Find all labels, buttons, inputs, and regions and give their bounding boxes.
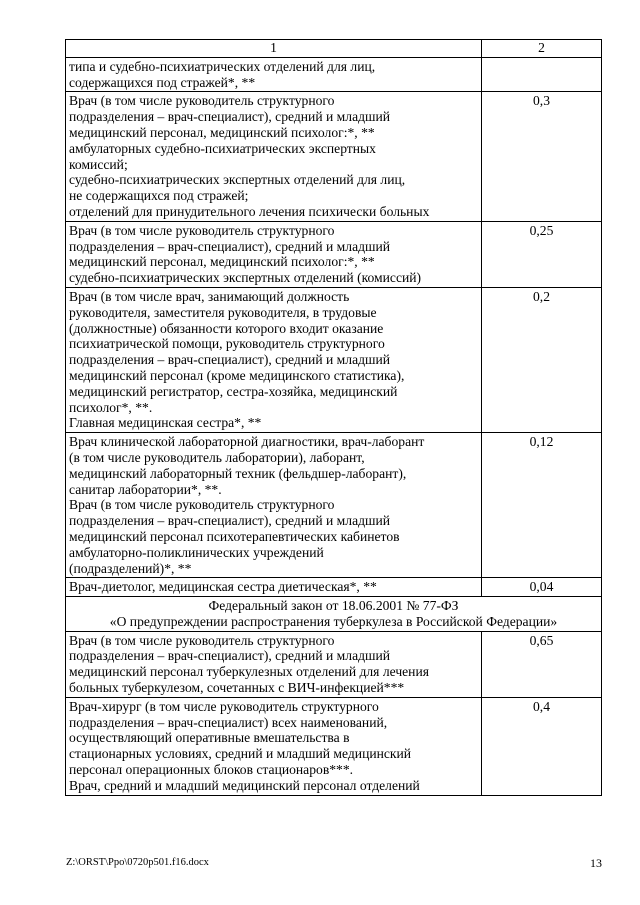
coefficient-cell: 0,12 [482, 433, 602, 578]
position-description-line: типа и судебно-психиатрических отделений для лиц, [69, 58, 376, 74]
position-description-line: Врач (в том числе руководитель структурного [69, 632, 335, 648]
position-description-line: подразделения – врач-специалист), средний и младший [69, 648, 391, 664]
position-description-line: санитар лаборатории*, **. [69, 481, 222, 497]
table-row [66, 92, 602, 221]
footer-file-path: Z:\ORST\Ppo\0720p501.f16.docx [66, 857, 209, 868]
law-heading-row [66, 597, 602, 632]
column-header-2: 2 [482, 40, 602, 58]
position-description-line: медицинский персонал (кроме медицинского статистика), [69, 367, 405, 383]
table-row [66, 287, 602, 432]
position-description-line: Врач (в том числе руководитель структурного [69, 93, 335, 109]
position-description-line: психиатрической помощи, руководитель структурного [69, 336, 385, 352]
table-row [66, 221, 602, 287]
position-description-cell [66, 578, 482, 597]
footer-page-number: 13 [590, 856, 602, 870]
table-row [66, 57, 602, 92]
position-description-line: медицинский персонал туберкулезных отделений для лечения [69, 664, 429, 680]
position-description-cell [66, 221, 482, 287]
position-description-line: подразделения – врач-специалист), средний и младший [69, 352, 391, 368]
position-description-cell [66, 92, 482, 221]
coefficient-cell: 0,65 [482, 631, 602, 697]
position-description-cell [66, 697, 482, 795]
coefficient-cell: 0,4 [482, 697, 602, 795]
position-description-line: медицинский персонал, медицинский психолог:*, ** [69, 124, 375, 140]
position-description-line: персонал операционных блоков стационаров***. [69, 762, 354, 778]
position-description-line: подразделения – врач-специалист), средний и младший [69, 513, 391, 529]
coefficient-cell [482, 57, 602, 92]
position-description-line: медицинский персонал психотерапевтических кабинетов [69, 528, 400, 544]
position-description-line: руководителя, заместителя руководителя, в трудовые [69, 304, 377, 320]
position-description-line: подразделения – врач-специалист), средний и младший [69, 109, 391, 125]
position-description-line: Врач клинической лабораторной диагностики, врач-лаборант [69, 434, 425, 450]
position-description-line: Врач-хирург (в том числе руководитель структурного [69, 698, 379, 714]
position-description-line: (в том числе руководитель лаборатории), лаборант, [69, 449, 365, 465]
position-description-line: отделений для принудительного лечения психически больных [69, 203, 430, 219]
position-description-line: амбулаторно-поликлинических учреждений [69, 544, 324, 560]
law-heading-cell [66, 597, 602, 632]
norms-table [65, 39, 602, 796]
position-description-cell [66, 287, 482, 432]
position-description-line: больных туберкулезом, сочетанных с ВИЧ-инфекцией*** [69, 680, 405, 696]
position-description-cell [66, 433, 482, 578]
position-description-line: (подразделений)*, ** [69, 560, 192, 576]
position-description-line: содержащихся под стражей*, ** [69, 74, 256, 90]
position-description-line: медицинский регистратор, сестра-хозяйка, медицинский [69, 383, 398, 399]
position-description-line: Главная медицинская сестра*, ** [69, 415, 262, 431]
column-header-1: 1 [66, 40, 482, 58]
position-description-line: осуществляющий оперативные вмешательства в [69, 730, 350, 746]
position-description-line: подразделения – врач-специалист) всех наименований, [69, 714, 388, 730]
table-row [66, 631, 602, 697]
coefficient-cell: 0,25 [482, 221, 602, 287]
position-description-line: медицинский персонал, медицинский психолог:*, ** [69, 254, 375, 270]
coefficient-cell: 0,3 [482, 92, 602, 221]
position-description-cell [66, 57, 482, 92]
position-description-line: стационарных условиях, средний и младший медицинский [69, 746, 412, 762]
position-description-line: амбулаторных судебно-психиатрических экспертных [69, 140, 376, 156]
position-description-line: судебно-психиатрических экспертных отделений (комиссий) [69, 270, 422, 286]
position-description-line: подразделения – врач-специалист), средний и младший [69, 238, 391, 254]
table-row [66, 433, 602, 578]
table-row [66, 697, 602, 795]
position-description-line: Врач, средний и младший медицинский персонал отделений [69, 777, 420, 793]
position-description-line: судебно-психиатрических экспертных отделений для лиц, [69, 172, 406, 188]
position-description-line: психолог*, **. [69, 399, 153, 415]
table-header-row [66, 40, 602, 58]
position-description-line: (должностные) обязанности которого входит оказание [69, 320, 384, 336]
coefficient-cell: 0,04 [482, 578, 602, 597]
position-description-line: Врач (в том числе врач, занимающий должность [69, 288, 350, 304]
table-row [66, 578, 602, 597]
position-description-line: медицинский лабораторный техник (фельдшер-лаборант), [69, 465, 407, 481]
law-heading-line: «О предупреждении распространения туберкулеза в Российской Федерации» [109, 613, 558, 629]
coefficient-cell: 0,2 [482, 287, 602, 432]
position-description-line: Врач-диетолог, медицинская сестра диетическая*, ** [69, 579, 377, 595]
position-description-line: комиссий; [69, 156, 128, 172]
position-description-line: не содержащихся под стражей; [69, 188, 249, 204]
law-heading-line: Федеральный закон от 18.06.2001 № 77-ФЗ [208, 598, 459, 614]
position-description-line: Врач (в том числе руководитель структурного [69, 497, 335, 513]
position-description-cell [66, 631, 482, 697]
position-description-line: Врач (в том числе руководитель структурного [69, 222, 335, 238]
